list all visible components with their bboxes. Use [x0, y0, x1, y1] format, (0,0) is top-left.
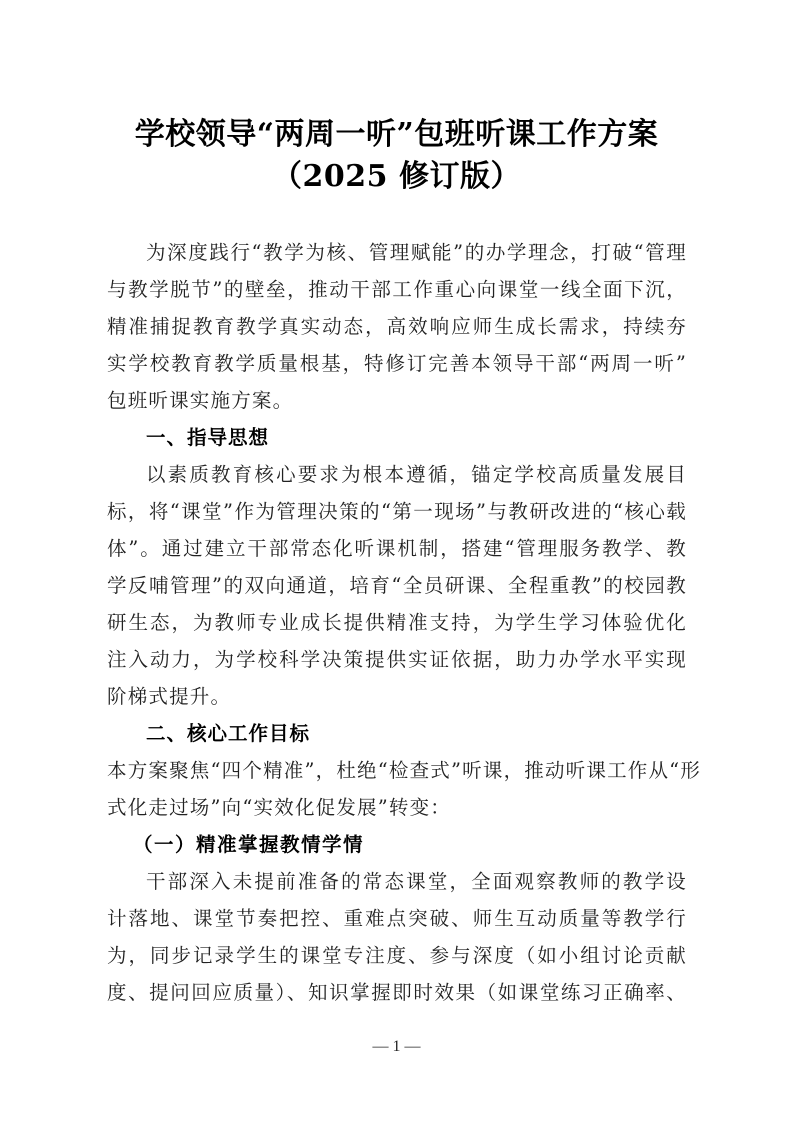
- section-heading-core-goals: 二、核心工作目标: [146, 722, 311, 745]
- intro-paragraph: [107, 234, 702, 1011]
- paragraph-line: 包班听课实施方案。: [107, 389, 294, 412]
- document-subtitle-version: （2025 修订版）: [272, 159, 521, 194]
- paragraph-line: 精准捕捉教育教学真实动态，高效响应师生成长需求，持续夯: [107, 315, 687, 338]
- paragraph-line: 学反哺管理”的双向通道，培育“全员研课、全程重教”的校园教: [107, 574, 687, 597]
- paragraph-line: 度、提问回应质量）、知识掌握即时效果（如课堂练习正确率、: [107, 981, 687, 1004]
- paragraph-line: 为，同步记录学生的课堂专注度、参与深度（如小组讨论贡献: [107, 944, 687, 967]
- paragraph-line: 实学校教育教学质量根基，特修订完善本领导干部“两周一听”: [107, 352, 687, 375]
- subsection-heading-precise-grasp: （一）精准掌握教情学情: [133, 833, 365, 856]
- paragraph-line: 研生态，为教师专业成长提供精准支持，为学生学习体验优化: [107, 611, 687, 634]
- page-number: — 1 —: [372, 1038, 421, 1055]
- paragraph-line: 阶梯式提升。: [107, 685, 232, 708]
- document-title: 学校领导“两周一听”包班听课工作方案: [134, 117, 659, 152]
- paragraph-line: 标，将“课堂”作为管理决策的“第一现场”与教研改进的“核心载: [107, 500, 687, 523]
- paragraph-line: 注入动力，为学校科学决策提供实证依据，助力办学水平实现: [107, 648, 687, 671]
- paragraph-line: 干部深入未提前准备的常态课堂，全面观察教师的教学设: [146, 870, 687, 893]
- paragraph-line: 与教学脱节”的壁垒，推动干部工作重心向课堂一线全面下沉，: [107, 278, 687, 301]
- paragraph-line: 为深度践行“教学为核、管理赋能”的办学理念，打破“管理: [146, 241, 687, 264]
- paragraph-line: 式化走过场”向“实效化促发展”转变：: [107, 796, 452, 819]
- paragraph-line: 本方案聚焦“四个精准”，杜绝“检查式”听课，推动听课工作从“形: [107, 759, 702, 782]
- paragraph-line: 以素质教育核心要求为根本遵循，锚定学校高质量发展目: [146, 463, 687, 486]
- paragraph-line: 体”。通过建立干部常态化听课机制，搭建“管理服务教学、教: [107, 537, 687, 560]
- paragraph-line: 计落地、课堂节奏把控、重难点突破、师生互动质量等教学行: [107, 907, 687, 930]
- section-heading-guiding-ideology: 一、指导思想: [146, 426, 270, 449]
